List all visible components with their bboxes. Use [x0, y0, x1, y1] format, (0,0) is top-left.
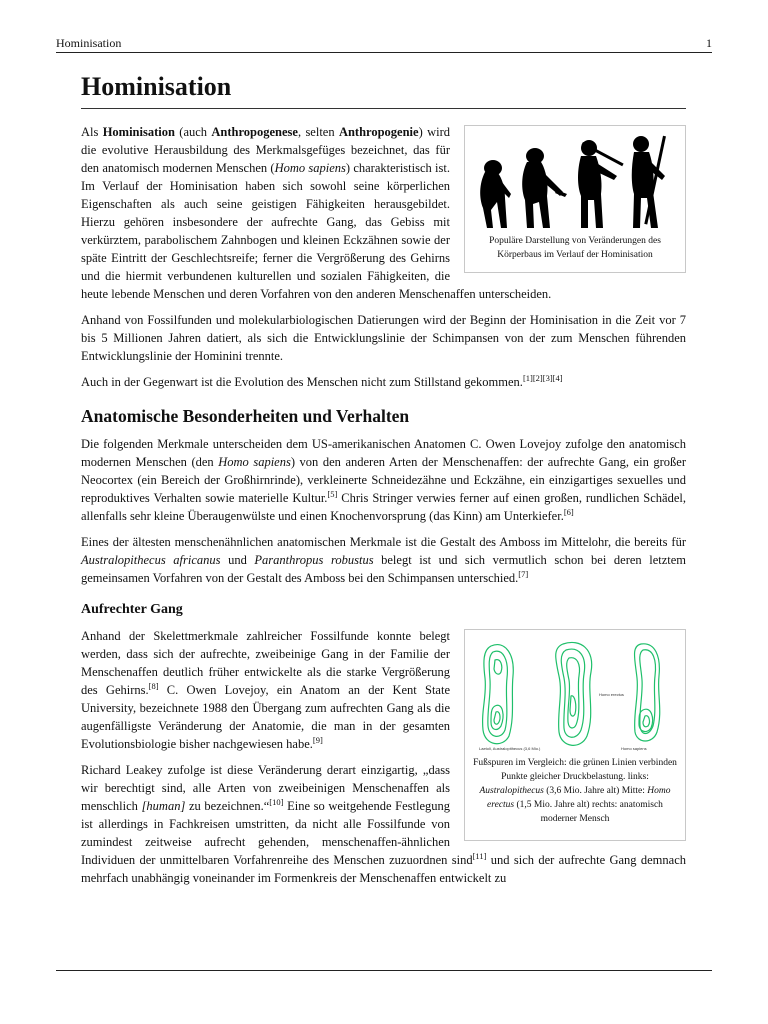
- footer-rule: [56, 970, 712, 971]
- section-heading-upright-gait: Aufrechter Gang: [81, 602, 183, 617]
- figure-footprints-caption: Fußspuren im Vergleich: die grünen Linien verbinden Punkte gleicher Druckbelastung. links: Australopithecus (3,6 Mio. Jahre alt) Mitte: Homo erectus (1,5 Mio. Jahre alt) rechts: anatomisch moderner Mensch: [473, 758, 677, 824]
- figure-footprints[interactable]: [464, 629, 686, 841]
- footprint-pressure-contours-illustration: [471, 636, 679, 754]
- running-title: Hominisation: [56, 36, 122, 50]
- figure-evolution[interactable]: [464, 125, 686, 273]
- reference-link[interactable]: [5]: [327, 488, 338, 499]
- section-heading-anatomy: Anatomische Besonderheiten und Verhalten: [81, 406, 410, 426]
- reference-link[interactable]: [11]: [472, 850, 487, 861]
- article-body: [81, 70, 686, 895]
- header-rule: [56, 52, 712, 53]
- anatomy-paragraph-1: Die folgenden Merkmale unterscheiden dem US-amerikanischen Anatomen C. Owen Lovejoy zufolge den anatomisch modernen Menschen (den Homo sapiens) von den anderen Arten der Menschenaffen: der aufrechte Gang, ein großer Neocortex (ein Bereich der Großhirnrinde), verkleinerte Schneidezähne und Eckzähne, ein einzigartiges sexuelles und reproduktives Verhalten sowie materielle Kultur.[5] Chris Stringer verwies ferner auf einen großen, rundlichen Schädel, allenfalls sehr kleine Überaugenwülste und einen Knochenvorsprung (das Kinn) am Unterkiefer.[6]: [81, 437, 686, 523]
- intro-paragraph-2: Anhand von Fossilfunden und molekularbiologischen Datierungen wird der Beginn der Hominisation in die Zeit vor 7 bis 5 Millionen Jahren datiert, als sich die Entwicklungslinie der Schimpansen von der zum Menschen führenden Entwicklungslinie der Hominini trennte.: [81, 313, 686, 363]
- upright-gait-paragraph-1: Anhand der Skelettmerkmale zahlreicher Fossilfunde konnte belegt werden, dass sich der aufrechte, zweibeinige Gang in der Familie der Menschenaffen deutlich früher entwickelte als die starke Vergrößerung des Gehirns.[8] C. Owen Lovejoy, ein Anatom an der Kent State University, bezeichnete 1988 den Übergang zum aufrechten Gang als die augenfälligste Veränderung der Anatomie, die man in der gesamten Evolutionsbiologie bisher nachgewiesen habe.[9]: [81, 629, 450, 751]
- footprint-label-right: Homo sapiens: [621, 746, 647, 751]
- footprint-label-mid: Homo erectus: [599, 692, 624, 697]
- page-title: Hominisation: [81, 70, 686, 109]
- intro-paragraph-1: Als Hominisation (auch Anthropogenese, selten Anthropogenie) wird die evolutive Herausbildung des Merkmalsgefüges bezeichnet, das für den anatomisch modernen Menschen (Homo sapiens) charakteristisch ist. Im Verlauf der Hominisation haben sich sowohl seine körperlichen Eigenschaften als auch seine geistigen Fähigkeiten herausgebildet. Hierzu gehören insbesondere der aufrechte Gang, das Gebiss mit verkürztem, parabolischem Zahnbogen und kleinen Eckzähnen sowie der späte Eintritt der Geschlechtsreife; ferner die Vergrößerung des Gehirns und die hiermit verbundenen kulturellen und sozialen Fähigkeiten, die heute lebende Menschen und deren Vorfahren von den anderen Menschenaffen unterscheiden.: [81, 125, 552, 301]
- reference-link[interactable]: [7]: [518, 568, 529, 579]
- intro-paragraph-3: Auch in der Gegenwart ist die Evolution des Menschen nicht zum Stillstand gekommen.[1][2][3][4]: [81, 372, 563, 389]
- reference-link[interactable]: [1][2][3][4]: [522, 372, 563, 383]
- intro-section: [81, 123, 686, 391]
- page-number: 1: [706, 36, 712, 50]
- upright-gait-paragraph-2: Richard Leakey zufolge ist diese Veränderung derart einzigartig, „dass wir berechtigt sind, alle Arten von zweibeinigen Menschenaffen als menschlich [human] zu bezeichnen.“[10] Eine so weitgehende Festlegung ist allerdings in Fachkreisen umstritten, da nicht alle Fossilfunde von zumindest zeitweise aufrecht gehenden, menschenaffen-ähnlichen Individuen der unmittelbaren Vorfahrenreihe des Menschen zuzuordnen sind[11] und sich der aufrechte Gang demnach mehrfach unabhängig voneinander im Formenkreis der Menschenaffen entwickelt zu: [81, 763, 687, 885]
- reference-link[interactable]: [9]: [312, 734, 323, 745]
- figure-evolution-caption: Populäre Darstellung von Veränderungen des Körperbaus im Verlauf der Hominisation: [489, 236, 661, 260]
- reference-link[interactable]: [6]: [563, 506, 574, 517]
- reference-link[interactable]: [10]: [269, 796, 284, 807]
- reference-link[interactable]: [8]: [148, 680, 159, 691]
- footprint-label-left: Laetoli, Australopithecus (3,6 Mio.): [479, 746, 541, 751]
- anatomy-paragraph-2: Eines der ältesten menschenähnlichen anatomischen Merkmale ist die Gestalt des Amboss im Mittelohr, die bereits für Australopithecus africanus und Paranthropus robustus belegt ist und sich vermutlich schon bei deren letztem gemeinsamen Vorfahren von der Gestalt des Amboss bei den Schimpansen unterschied.[7]: [81, 535, 687, 585]
- evolution-silhouettes-illustration: [471, 132, 679, 232]
- running-header: [56, 36, 712, 52]
